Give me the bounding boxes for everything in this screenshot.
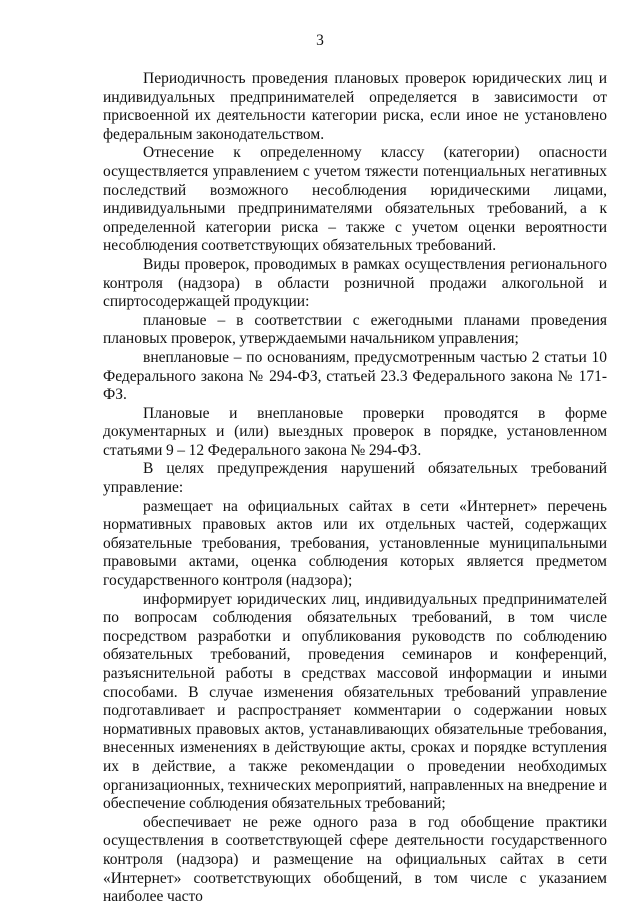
paragraph-unplanned: внеплановые – по основаниям, предусмотренным частью 2 статьи 10 Федерального закона № 294-ФЗ, статьей 23.3 Федерального закона № 171-ФЗ. [103, 348, 607, 404]
paragraph-risk-periodicity: Периодичность проведения плановых проверок юридических лиц и индивидуальных предпринимателей определяется в зависимости от присвоенной их деятельности категории риска, если иное не установлено федеральным законодательством. [103, 70, 607, 143]
document-body [103, 70, 607, 907]
page-number: 3 [316, 32, 324, 49]
paragraph-informs: информирует юридических лиц, индивидуальных предпринимателей по вопросам соблюдения обязательных требований, в том числе посредством разработки и опубликования руководств по соблюдению обязательных требований, проведения семинаров и конференций, разъяснительной работы в средствах массовой информации и иными способами. В случае изменения обязательных требований управление подготавливает и распространяет комментарии о содержании новых нормативных правовых актов, устанавливающих обязательные требования, внесенных изменениях в действующие акты, сроках и порядке вступления их в действие, а также рекомендации о проведении необходимых организационных, технических мероприятий, направленных на внедрение и обеспечение соблюдения обязательных требований; [103, 590, 607, 813]
paragraph-generalization: обеспечивает не реже одного раза в год обобщение практики осуществления в соответствующей сфере деятельности государственного контроля (надзора) и размещение на официальных сайтах в сети «Интернет» соответствующих обобщений, в том числе с указанием наиболее часто [103, 813, 607, 906]
paragraph-inspection-forms: Плановые и внеплановые проверки проводятся в форме документарных и (или) выездных проверок в порядке, установленном статьями 9 – 12 Федерального закона № 294-ФЗ. [103, 404, 607, 459]
paragraph-prevention-intro: В целях предупреждения нарушений обязательных требований управление: [103, 460, 607, 497]
paragraph-planned: плановые – в соответствии с ежегодными планами проведения плановых проверок, утверждаемыми начальником управления; [103, 311, 607, 348]
paragraph-inspection-types: Виды проверок, проводимых в рамках осуществления регионального контроля (надзора) в области розничной продажи алкогольной и спиртосодержащей продукции: [103, 255, 607, 311]
paragraph-publishes-list: размещает на официальных сайтах в сети «Интернет» перечень нормативных правовых актов или их отдельных частей, содержащих обязательные требования, требования, установленные муниципальными правовыми актами, оценка соблюдения которых является предметом государственного контроля (надзора); [103, 497, 607, 590]
paragraph-hazard-class: Отнесение к определенному классу (категории) опасности осуществляется управлением с учетом тяжести потенциальных негативных последствий возможного несоблюдения юридическими лицами, индивидуальными предпринимателями обязательных требований, а к определенной категории риска – также с учетом оценки вероятности несоблюдения соответствующих обязательных требований. [103, 144, 607, 255]
